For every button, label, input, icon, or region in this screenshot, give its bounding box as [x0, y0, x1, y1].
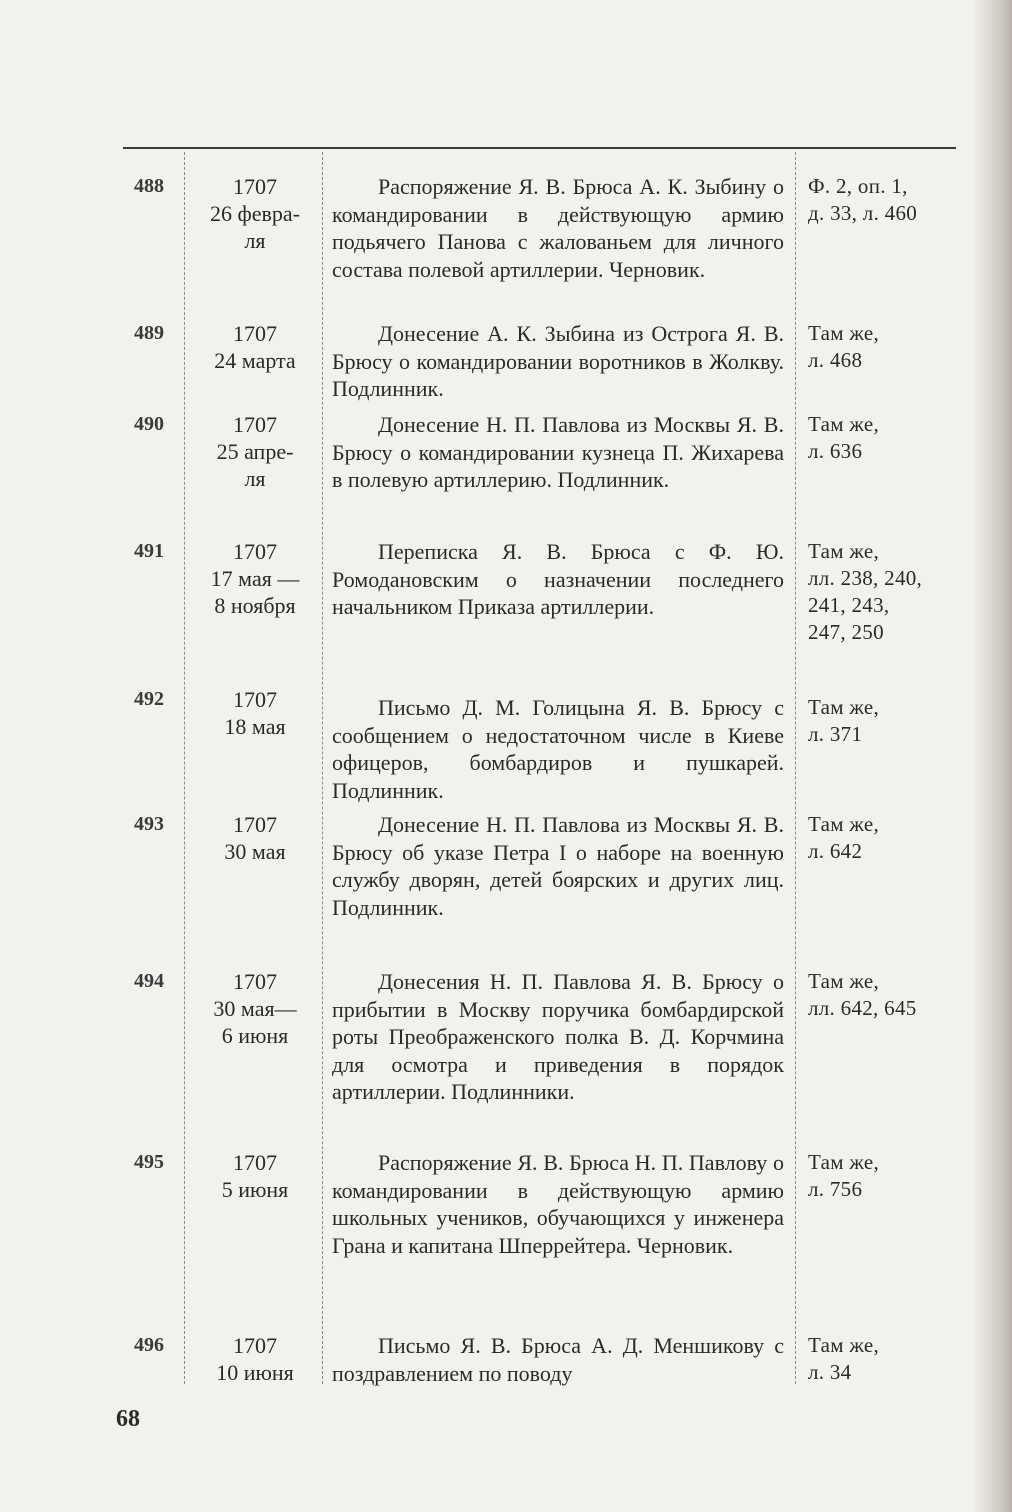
entry-number: 496 [134, 1334, 164, 1356]
entry-reference: Там же, л. 756 [808, 1150, 880, 1201]
entry-reference: Ф. 2, оп. 1, д. 33, л. 460 [808, 174, 918, 225]
entry-number: 494 [134, 970, 164, 992]
entry-number: 495 [134, 1151, 164, 1173]
entry-description: Распоряжение Я. В. Брюса А. К. Зыбину о командировании в действующую армию подьячего Панова с жалованьем для личного состава полевой артиллерии. Черновик. [332, 174, 784, 282]
column-divider [795, 152, 796, 1384]
entry-number: 492 [134, 688, 164, 710]
entry-description: Донесение Н. П. Павлова из Москвы Я. В. Брюсу об указе Петра I о наборе на военную службу дворян, детей боярских и других лиц. Подлинник. [332, 812, 784, 920]
entry-number: 489 [134, 322, 164, 344]
entry-number: 490 [134, 413, 164, 435]
entry-date: 1707 26 февра- ля [210, 174, 300, 253]
entry-date: 1707 10 июня [216, 1333, 294, 1385]
entry-reference: Там же, л. 468 [808, 321, 880, 372]
entry-reference: Там же, л. 34 [808, 1333, 880, 1384]
entry-number: 493 [134, 813, 164, 835]
entry-reference: Там же, лл. 642, 645 [808, 969, 917, 1020]
table-top-rule [123, 147, 956, 149]
entry-date: 1707 17 мая — 8 ноября [210, 539, 300, 618]
entry-date: 1707 5 июня [221, 1150, 289, 1202]
entry-reference: Там же, л. 642 [808, 812, 880, 863]
entry-date: 1707 18 мая [224, 687, 286, 739]
column-divider [322, 152, 323, 1384]
entry-date: 1707 30 мая— 6 июня [213, 969, 297, 1048]
entry-description: Донесение А. К. Зыбина из Острога Я. В. Брюсу о командировании воротников в Жолкву. Подлинник. [332, 321, 784, 401]
entry-description: Письмо Я. В. Брюса А. Д. Меншикову с поздравлением по поводу [332, 1333, 784, 1386]
entry-number: 491 [134, 540, 164, 562]
entry-reference: Там же, л. 371 [808, 695, 880, 746]
entry-date: 1707 25 апре- ля [216, 412, 294, 491]
entry-description: Письмо Д. М. Голицына Я. В. Брюсу с сообщением о недостаточном числе в Киеве офицеров, бомбардиров и пушкарей. Подлинник. [332, 695, 784, 803]
entry-number: 488 [134, 175, 164, 197]
entry-description: Донесения Н. П. Павлова Я. В. Брюсу о прибытии в Москву поручика бомбардирской роты Преображенского полка В. Д. Корчмина для осмотра и приведения в порядок артиллерии. Подлинники. [332, 969, 784, 1104]
page-number: 68 [116, 1406, 140, 1432]
entry-description: Переписка Я. В. Брюса с Ф. Ю. Ромодановским о назначении последнего начальником Приказа артиллерии. [332, 539, 784, 619]
entry-reference: Там же, л. 636 [808, 412, 880, 463]
page-edge-shadow [972, 0, 1012, 1512]
entry-description: Распоряжение Я. В. Брюса Н. П. Павлову о командировании в действующую армию школьных учеников, обучающихся у инженера Грана и капитана Шперрейтера. Черновик. [332, 1150, 784, 1258]
entry-date: 1707 30 мая [224, 812, 286, 864]
entry-reference: Там же, лл. 238, 240, 241, 243, 247, 250 [808, 539, 923, 644]
entry-date: 1707 24 марта [214, 321, 296, 373]
entry-description: Донесение Н. П. Павлова из Москвы Я. В. Брюсу о командировании кузнеца П. Жихарева в полевую артиллерию. Подлинник. [332, 412, 784, 492]
column-divider [184, 152, 185, 1384]
